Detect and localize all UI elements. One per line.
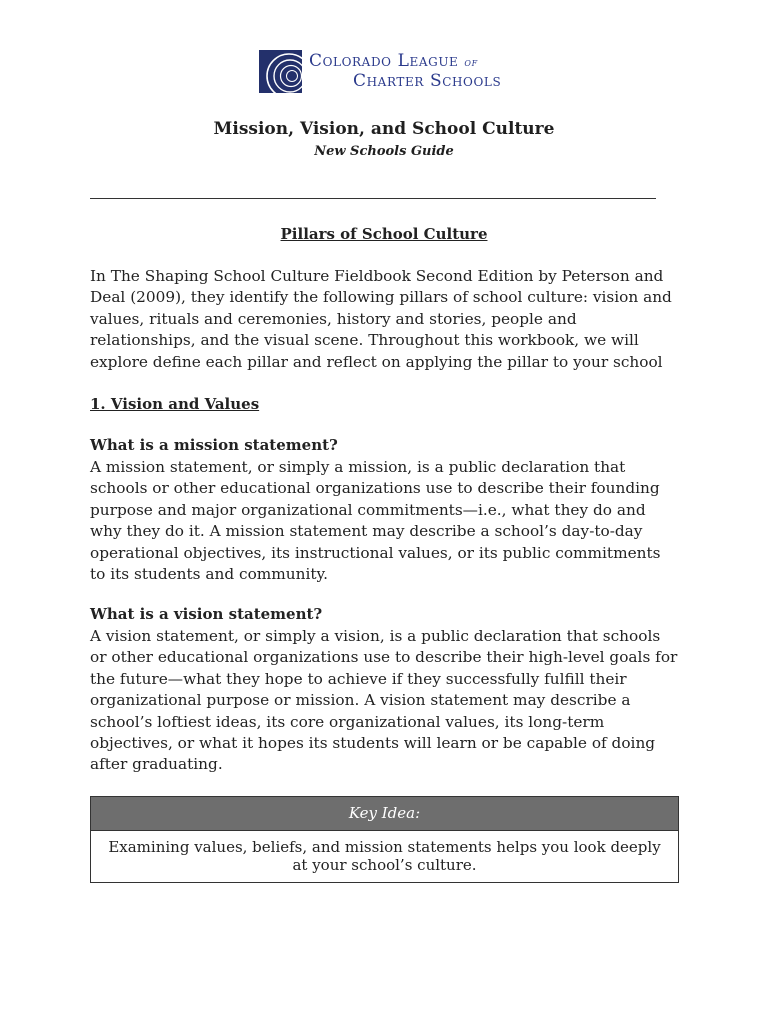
horizontal-divider — [90, 198, 656, 199]
key-idea-text: Examining values, beliefs, and mission statements helps you look deeply at your school’s culture. — [108, 838, 661, 874]
vision-question: What is a vision statement? — [90, 605, 323, 623]
key-idea-label: Key Idea: — [91, 797, 678, 831]
mission-answer: A mission statement, or simply a mission, is a public declaration that schools or other educational organizations use to describe their founding purpose and major organizational commitments—i.e., what they do and why they do it. A mission statement may describe a school’s day-to-day operational objectives, its instructional values, or its public commitments to its students and community. — [90, 458, 661, 584]
logo-line-2: Charter Schools — [353, 70, 502, 91]
colorado-league-logo — [259, 48, 509, 94]
logo-of: of — [464, 54, 478, 69]
document-title: Mission, Vision, and School Culture — [213, 119, 555, 139]
vision-answer: A vision statement, or simply a vision, is a public declaration that schools or other educational organizations use to describe their high-level goals for the future—what they hope to achieve if they successfully fulfill their organizational purpose or mission. A vision statement may describe a school’s loftiest ideas, its core organizational values, its long-term objectives, or what it hopes its students will learn or be capable of doing after graduating. — [90, 627, 678, 774]
logo-line-1: Colorado League — [309, 50, 459, 71]
vision-values-heading: 1. Vision and Values — [90, 395, 260, 413]
key-idea-box — [90, 796, 679, 883]
intro-paragraph: In The Shaping School Culture Fieldbook Second Edition by Peterson and Deal (2009), they identify the following pillars of school culture: vision and values, rituals and ceremonies, history and stories, people and relationships, and the visual scene. Throughout this workbook, we will explore define each pillar and reflect on applying the pillar to your school — [90, 267, 672, 371]
section-title: Pillars of School Culture — [280, 225, 488, 243]
logo-swirl-icon — [259, 50, 302, 93]
document-subtitle: New Schools Guide — [314, 144, 454, 159]
mission-question: What is a mission statement? — [90, 436, 338, 454]
